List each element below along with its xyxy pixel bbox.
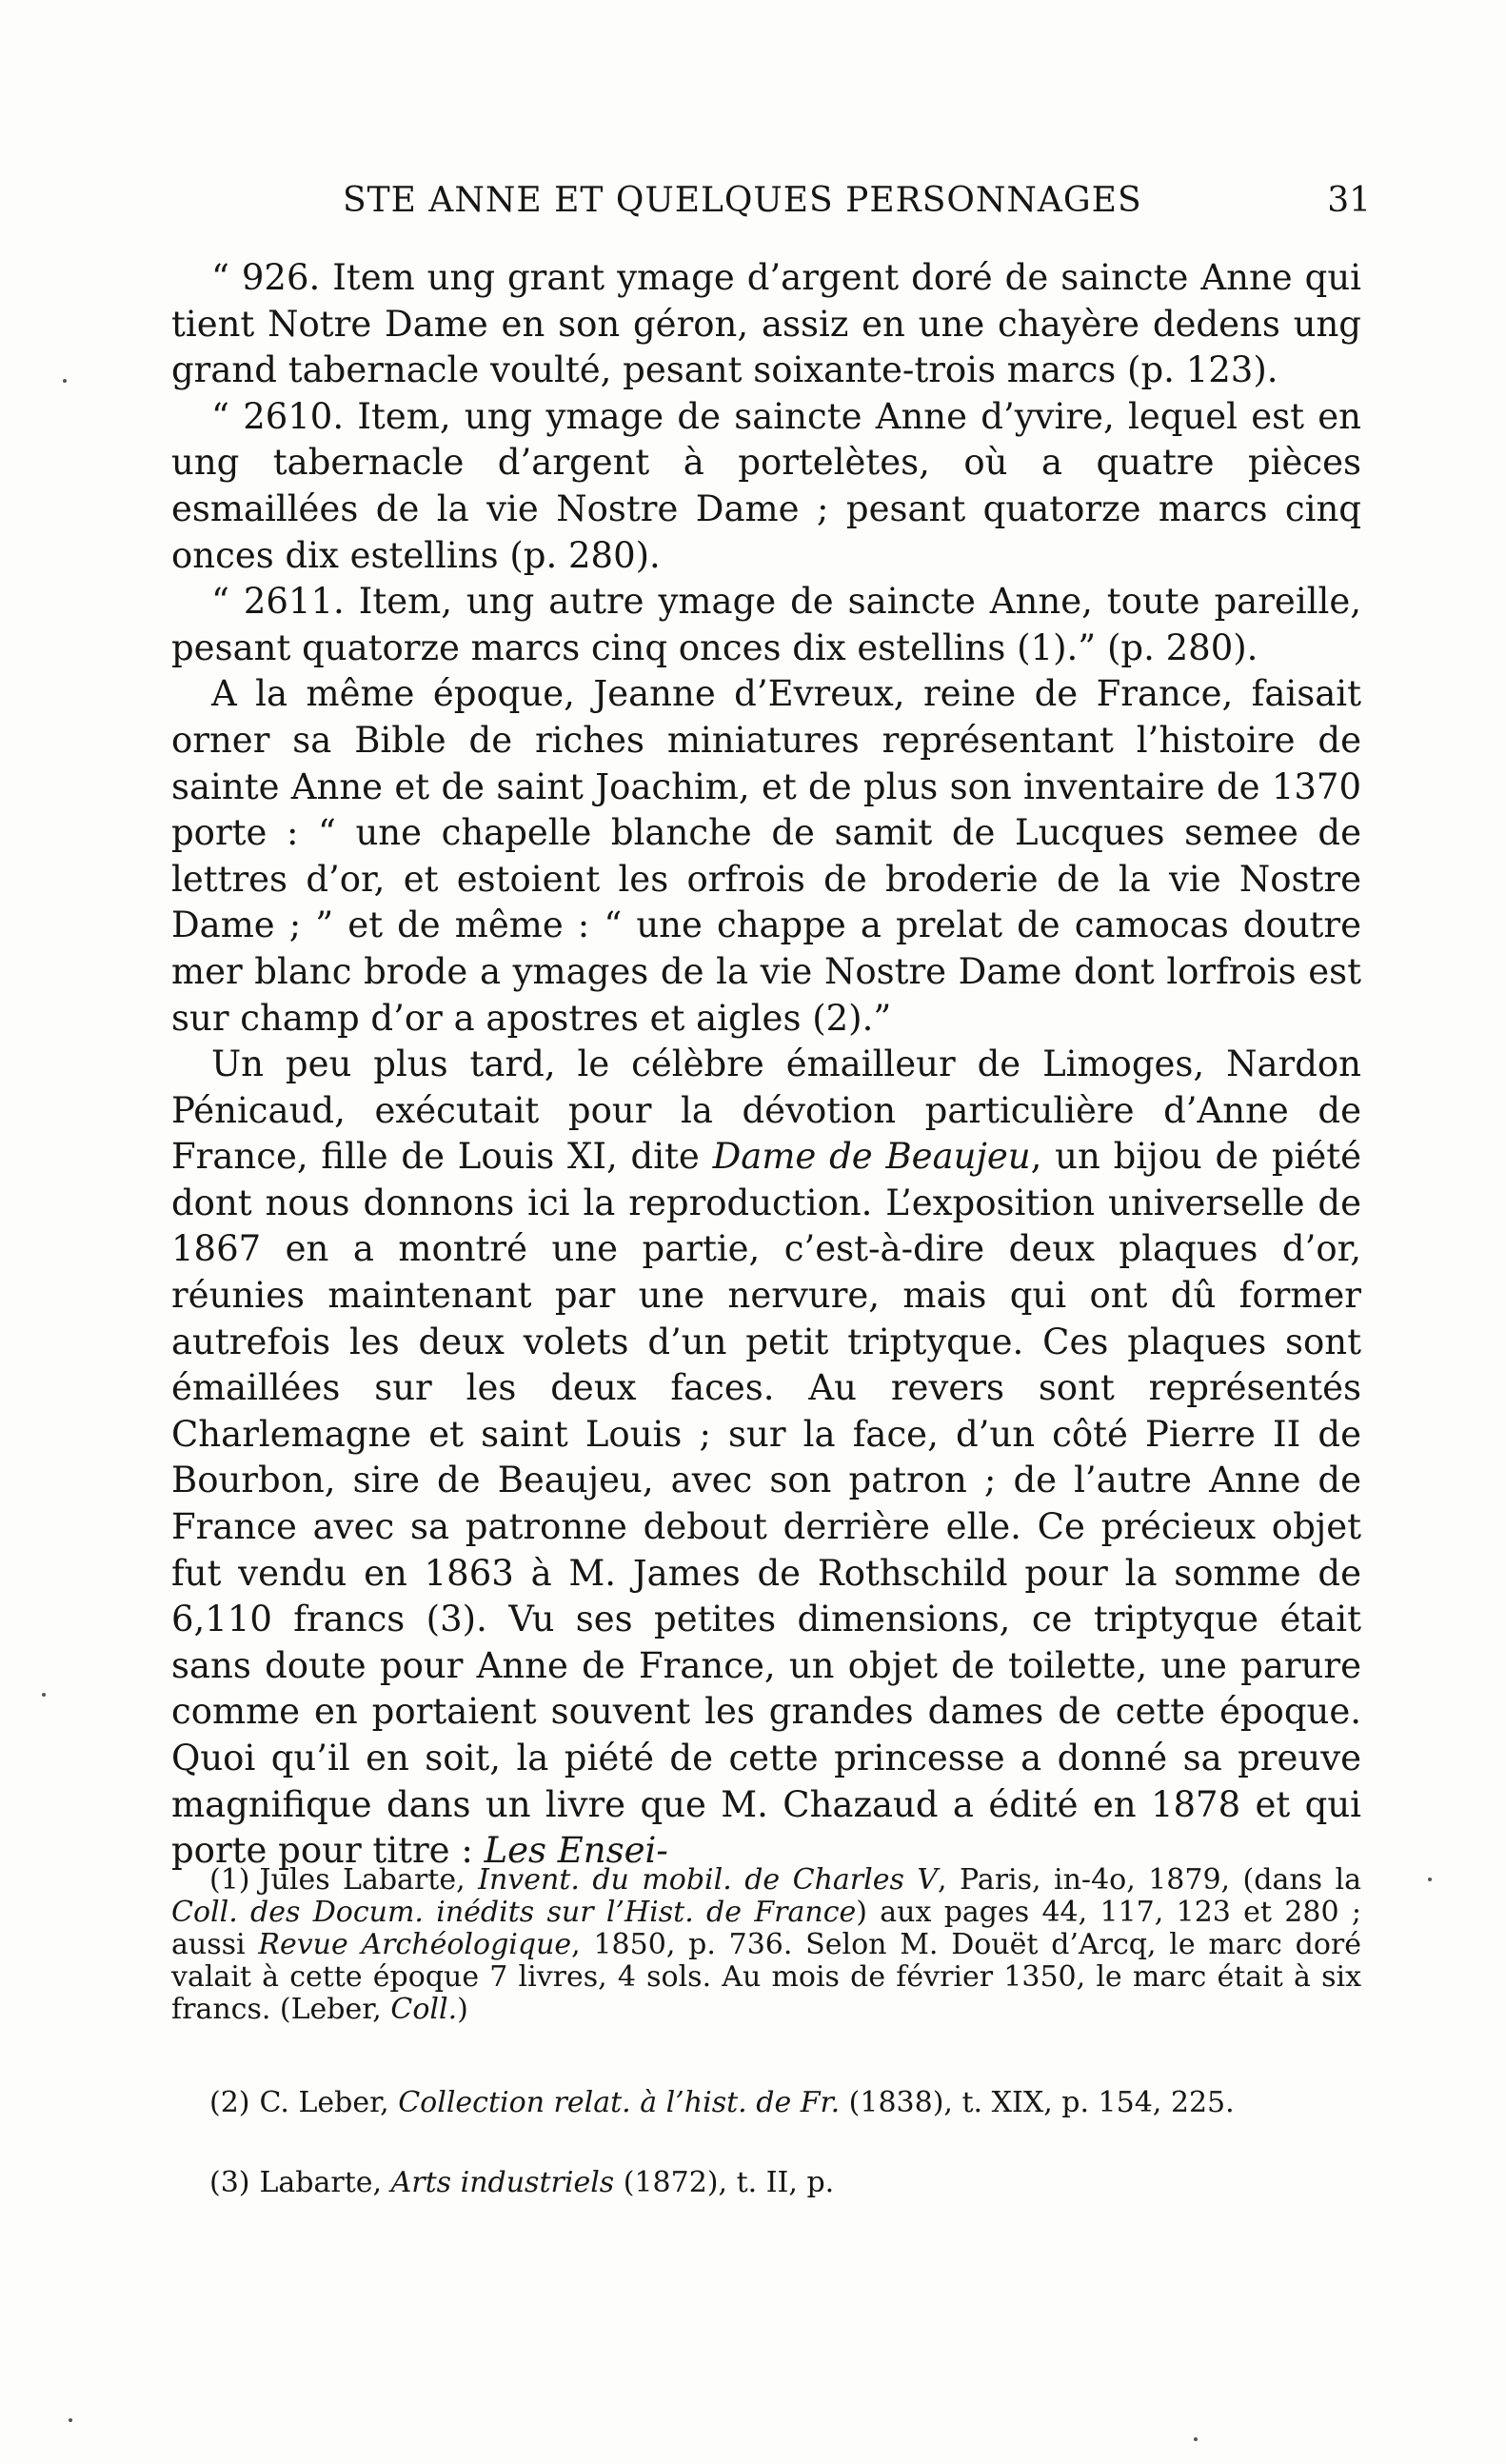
italic-title: Les Ensei- bbox=[484, 1830, 668, 1872]
footnote-1 bbox=[171, 1864, 1361, 2026]
page-number: 31 bbox=[1327, 181, 1371, 220]
scan-speck bbox=[42, 1693, 46, 1697]
running-title: STE ANNE ET QUELQUES PERSONNAGES bbox=[343, 181, 1142, 220]
scan-speck bbox=[1194, 2437, 1198, 2441]
footnote-text: (1838), t. XIX, p. 154, 225. bbox=[840, 2086, 1235, 2119]
paragraph-jeanne-devreux: A la même époque, Jeanne d’Evreux, reine de France, faisait orner sa Bible de riches miniatures représentant l’histoire de sainte Anne et de saint Joachim, et de plus son inventaire de 1370 porte : “ une chapelle blanche de samit de Lucques semee de lettres d’or, et estoient les orfrois de broderie de la vie Nostre Dame ; ” et de même : “ une chappe a prelat de camocas doutre mer blanc brode a ymages de la vie Nostre Dame dont lorfrois est sur champ d’or a apostres et aigles (2).” bbox=[171, 673, 1361, 1039]
scan-speck bbox=[1428, 1878, 1432, 1881]
footnote-3 bbox=[171, 2167, 1361, 2199]
footnote-number: (2) bbox=[209, 2086, 250, 2119]
footnote-text: , Paris, in-4o, 1879, (dans la bbox=[937, 1863, 1361, 1897]
paragraph-nardon-penicaud bbox=[171, 1042, 1361, 1875]
footnote-number: (1) bbox=[209, 1863, 250, 1897]
paragraph-item-2611: “ 2611. Item, ung autre ymage de saincte Anne, toute pareille, pesant quatorze marcs cinq onces dix estellins (1).” (p. 280). bbox=[171, 581, 1361, 668]
footnote-text: C. Leber, bbox=[259, 2086, 399, 2119]
footnote-text: ) aux pages 44, 117, 123 et 280 ; aussi bbox=[171, 1896, 1361, 1961]
footnote-text: Labarte, bbox=[259, 2166, 391, 2199]
italic-title: Dame de Beaujeu bbox=[712, 1136, 1031, 1178]
scan-speck bbox=[69, 2418, 72, 2422]
footnote-italic: Coll. bbox=[390, 1993, 458, 2026]
footnote-italic: Arts industriels bbox=[390, 2166, 615, 2199]
paragraph-text: Un peu plus tard, le célèbre émailleur de Limoges, Nardon Pénicaud, exécutait pour la dévotion particulière d’Anne de France, fille de Louis XI, dite bbox=[171, 1043, 1361, 1178]
paragraph-item-926: “ 926. Item ung grant ymage d’argent doré de saincte Anne qui tient Notre Dame en son géron, assiz en une chayère dedens ung grand tabernacle voulté, pesant soixante-trois marcs (p. 123). bbox=[171, 257, 1361, 391]
footnote-italic: Collection relat. à l’hist. de Fr. bbox=[398, 2086, 841, 2119]
footnote-text: Jules Labarte, bbox=[259, 1863, 479, 1897]
footnote-text: ) bbox=[457, 1993, 468, 2026]
page-header bbox=[343, 181, 1371, 229]
footnotes bbox=[171, 1864, 1361, 2199]
scan-speck bbox=[63, 379, 67, 383]
footnote-italic: Invent. du mobil. de Charles V bbox=[478, 1863, 938, 1897]
footnote-italic: Coll. des Docum. inédits sur l’Hist. de France bbox=[171, 1896, 857, 1929]
footnote-text: (1872), t. II, p. bbox=[614, 2166, 835, 2199]
main-text bbox=[171, 255, 1361, 1875]
paragraph-text: , un bijou de piété dont nous donnons ici la reproduction. L’exposition universelle de 1867 en a montré une partie, c’est-à-dire deux plaques d’or, réunies maintenant par une nervure, mais qui ont dû former autrefois les deux volets d’un petit triptyque. Ces plaques sont émaillées sur les deux faces. Au revers sont représentés Charlemagne et saint Louis ; sur la face, d’un côté Pierre II de Bourbon, sire de Beaujeu, avec son patron ; de l’autre Anne de France avec sa patronne debout derrière elle. Ce précieux objet fut vendu en 1863 à M. James de Rothschild pour la somme de 6,110 francs (3). Vu ses petites dimensions, ce triptyque était sans doute pour Anne de France, un objet de toilette, une parure comme en portaient souvent les grandes dames de cette époque. Quoi qu’il en soit, la piété de cette princesse a donné sa preuve magnifique dans un livre que M. Chazaud a édité en 1878 et qui porte pour titre : bbox=[171, 1136, 1362, 1872]
footnote-2 bbox=[171, 2087, 1361, 2119]
paragraph-item-2610: “ 2610. Item, ung ymage de saincte Anne d’yvire, lequel est en ung tabernacle d’argent à portelètes, où a quatre pièces esmaillées de la vie Nostre Dame ; pesant quatorze marcs cinq onces dix estellins (p. 280). bbox=[171, 395, 1361, 576]
footnote-italic: Revue Archéologique bbox=[258, 1928, 572, 1961]
footnote-text: , 1850, p. 736. Selon M. Douët d’Arcq, le marc doré valait à cette époque 7 livres, 4 sols. Au mois de février 1350, le marc était à six francs. (Leber, bbox=[171, 1928, 1361, 2026]
footnote-number: (3) bbox=[209, 2166, 250, 2199]
